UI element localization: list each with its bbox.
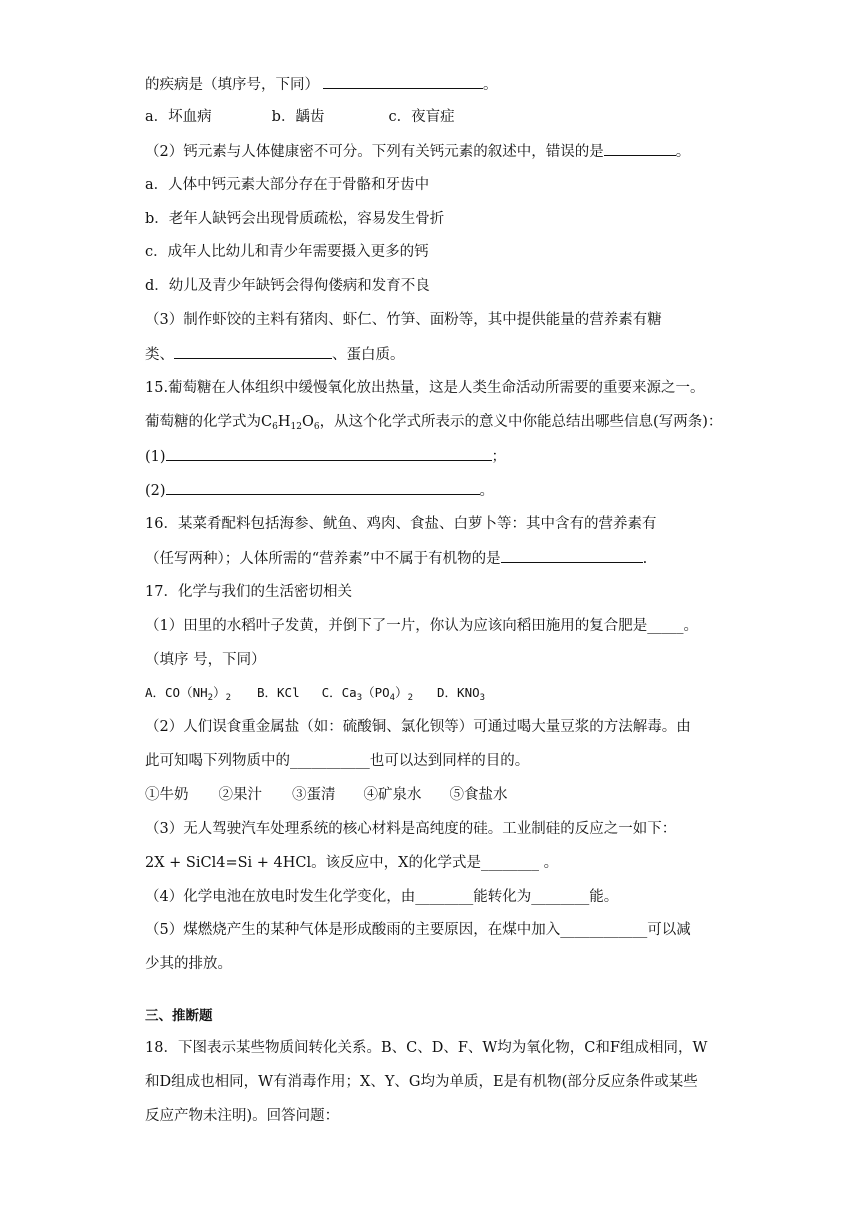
question-line: 葡萄糖的化学式为$C_6H_{12}O_6$，从这个化学式所表示的意义中你能总结出哪些信息(写两条)： bbox=[145, 414, 723, 432]
option-line: d．幼儿及青少年缺钙会得佝偻病和发育不良 bbox=[145, 278, 430, 294]
answer-line: (2) 。 bbox=[145, 480, 494, 501]
question-line: （4）化学电池在放电时发生化学变化，由________能转化为________能。 bbox=[145, 889, 619, 905]
answer-blank: ________ bbox=[415, 889, 474, 905]
answer-blank bbox=[323, 74, 483, 89]
answer-blank: _____ bbox=[647, 618, 684, 634]
answer-line: (1) ； bbox=[145, 446, 506, 467]
answer-blank: ________ bbox=[480, 855, 539, 871]
question-line: 少其的排放。 bbox=[145, 956, 232, 972]
question-18: 18．下图表示某些物质间转化关系。B、C、D、F、W均为氧化物，C和F组成相同，W bbox=[145, 1040, 708, 1056]
question-17: 17．化学与我们的生活密切相关 bbox=[145, 584, 352, 600]
option-D: D．$KNO_3$ bbox=[437, 685, 486, 703]
question-16: 16．某菜肴配料包括海参、鱿鱼、鸡肉、食盐、白萝卜等：其中含有的营养素有 bbox=[145, 516, 657, 532]
text-line: 的疾病是（填序号，下同） 。 bbox=[145, 74, 498, 95]
question-line: 反应产物未注明)。回答问题： bbox=[145, 1108, 340, 1124]
option-c: c．夜盲症 bbox=[388, 109, 455, 125]
answer-blank bbox=[166, 446, 492, 461]
option-A: A．$CO(NH_2)_2$ bbox=[145, 685, 231, 703]
option-a: a．坏血病 bbox=[145, 109, 212, 125]
question-line: （5）煤燃烧产生的某种气体是形成酸雨的主要原因，在煤中加入____________可以减 bbox=[145, 922, 691, 938]
question-line: （3）无人驾驶汽车处理系统的核心材料是高纯度的硅。工业制硅的反应之一如下： bbox=[145, 821, 677, 837]
question-line: 2X + SiCl4=Si + 4HCl。该反应中，X的化学式是________ 。 bbox=[145, 855, 559, 871]
option-line: a．人体中钙元素大部分存在于骨骼和牙齿中 bbox=[145, 177, 430, 193]
options-line bbox=[145, 683, 485, 703]
option-B: B．KCl bbox=[257, 685, 300, 700]
question-line: （2）钙元素与人体健康密不可分。下列有关钙元素的叙述中，错误的是 。 bbox=[145, 141, 690, 162]
question-15: 15.葡萄糖在人体组织中缓慢氧化放出热量，这是人类生命活动所需要的重要来源之一。 bbox=[145, 380, 705, 396]
answer-blank bbox=[501, 548, 643, 563]
answer-blank: ___________ bbox=[290, 753, 370, 769]
option-line: c．成年人比幼儿和青少年需要摄入更多的钙 bbox=[145, 244, 429, 260]
answer-blank: ____________ bbox=[560, 922, 648, 938]
answer-blank: ________ bbox=[531, 889, 590, 905]
options-line: ①牛奶 ②果汁 ③蛋清 ④矿泉水 ⑤食盐水 bbox=[145, 787, 508, 803]
question-line: （3）制作虾饺的主料有猪肉、虾仁、竹笋、面粉等，其中提供能量的营养素有糖 bbox=[145, 312, 662, 328]
question-line: （1）田里的水稻叶子发黄，并倒下了一片，你认为应该向稻田施用的复合肥是_____。 bbox=[145, 618, 698, 634]
question-line: （2）人们误食重金属盐（如：硫酸铜、氯化钡等）可通过喝大量豆浆的方法解毒。由 bbox=[145, 719, 691, 735]
question-line: 和D组成也相同，W有消毒作用；X、Y、G均为单质，E是有机物(部分反应条件或某些 bbox=[145, 1074, 698, 1090]
question-line: 类、 、蛋白质。 bbox=[145, 344, 405, 365]
answer-blank bbox=[604, 141, 676, 156]
question-line: （填序 号，下同） bbox=[145, 652, 266, 668]
answer-blank bbox=[174, 344, 332, 359]
option-b: b．龋齿 bbox=[271, 109, 325, 125]
question-line: （任写两种）；人体所需的“营养素”中不属于有机物的是 . bbox=[145, 548, 647, 569]
section-heading: 三、推断题 bbox=[145, 1008, 213, 1024]
options-line bbox=[145, 107, 455, 127]
option-C: C．$Ca_3(PO_4)_2$ bbox=[321, 685, 414, 703]
answer-blank bbox=[166, 480, 480, 495]
option-line: b．老年人缺钙会出现骨质疏松，容易发生骨折 bbox=[145, 211, 445, 227]
question-line: 此可知喝下列物质中的___________也可以达到同样的目的。 bbox=[145, 753, 530, 769]
